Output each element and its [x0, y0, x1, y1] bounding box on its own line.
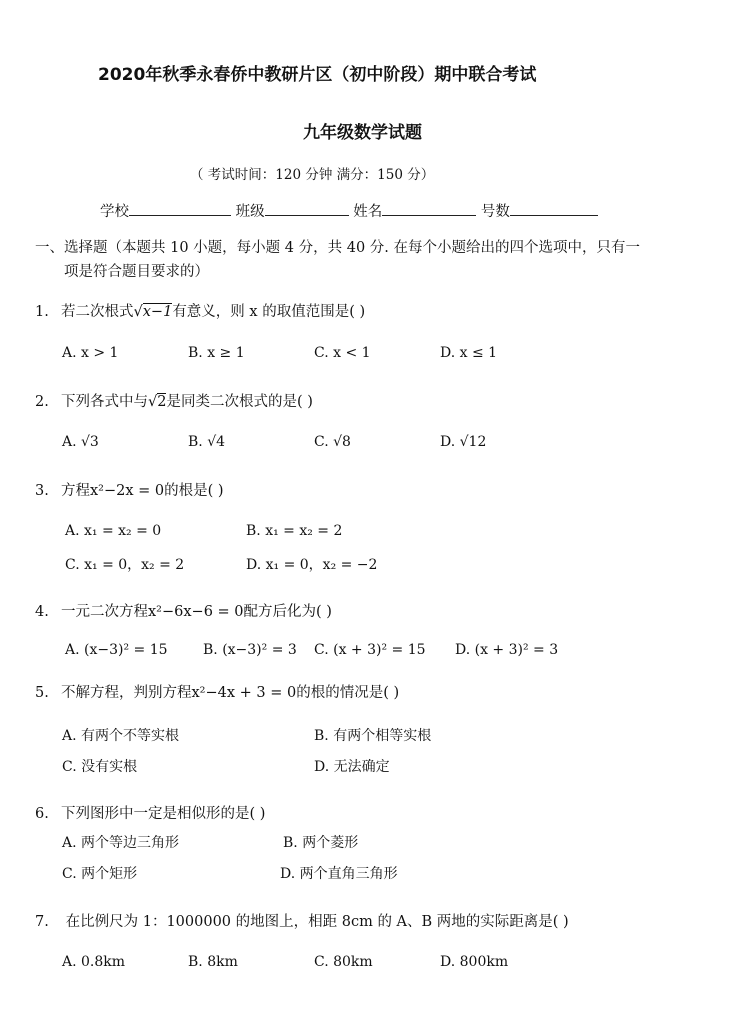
question-text: 若二次根式 [61, 304, 134, 320]
question-number: 1. [35, 304, 49, 320]
exam-subtitle: 九年级数学试题 [303, 123, 422, 143]
school-blank[interactable] [129, 201, 231, 216]
question-text: 一元二次方程x²−6x−6 = 0配方后化为( ) [61, 604, 332, 620]
question-number: 7. [35, 914, 49, 930]
option-b[interactable]: B. x₁ = x₂ = 2 [246, 523, 343, 539]
option-a[interactable]: A. √3 [62, 434, 99, 450]
option-c[interactable]: C. 没有实根 [62, 759, 138, 775]
number-blank[interactable] [510, 201, 598, 216]
option-c[interactable]: C. (x + 3)² = 15 [314, 642, 426, 658]
question-text: 方程x²−2x = 0的根是( ) [61, 483, 224, 499]
question-text: 不解方程，判别方程x²−4x + 3 = 0的根的情况是( ) [61, 685, 400, 701]
radicand: 2 [157, 394, 167, 410]
option-b[interactable]: B. (x−3)² = 3 [203, 642, 297, 658]
option-a[interactable]: A. 有两个不等实根 [62, 728, 180, 744]
option-d[interactable]: D. x ≤ 1 [440, 345, 498, 361]
radicand: x−1 [142, 304, 173, 320]
name-blank[interactable] [382, 201, 476, 216]
sqrt-symbol: √ [133, 304, 143, 320]
sqrt-symbol: √ [148, 394, 158, 410]
option-a[interactable]: A. (x−3)² = 15 [65, 642, 168, 658]
name-label: 姓名 [353, 204, 383, 220]
option-b[interactable]: B. 两个菱形 [283, 835, 359, 851]
question-1 [35, 300, 365, 321]
question-4 [35, 600, 332, 621]
question-text: 下列各式中与 [61, 394, 148, 410]
option-b[interactable]: B. 有两个相等实根 [314, 728, 432, 744]
option-b[interactable]: B. x ≥ 1 [188, 345, 245, 361]
option-a[interactable]: A. 0.8km [62, 954, 126, 970]
exam-meta: （ 考试时间：120 分钟 满分：150 分） [190, 167, 435, 183]
class-label: 班级 [235, 204, 265, 220]
option-d[interactable]: D. 两个直角三角形 [280, 866, 398, 882]
option-c[interactable]: C. x₁ = 0，x₂ = 2 [65, 557, 185, 573]
option-c[interactable]: C. √8 [314, 434, 351, 450]
question-text: 有意义，则 x 的取值范围是( ) [172, 304, 366, 320]
question-text: 下列图形中一定是相似形的是( ) [61, 806, 266, 822]
question-2 [35, 390, 313, 411]
question-text: 是同类二次根式的是( ) [166, 394, 313, 410]
option-c[interactable]: C. 两个矩形 [62, 866, 138, 882]
class-blank[interactable] [265, 201, 349, 216]
question-6 [35, 802, 265, 823]
question-3 [35, 479, 224, 500]
option-a[interactable]: A. x > 1 [62, 345, 119, 361]
student-info-line [100, 200, 598, 221]
option-d[interactable]: D. √12 [440, 434, 487, 450]
option-a[interactable]: A. 两个等边三角形 [62, 835, 180, 851]
question-5 [35, 681, 399, 702]
option-d[interactable]: D. 无法确定 [314, 759, 390, 775]
question-number: 5. [35, 685, 49, 701]
option-a[interactable]: A. x₁ = x₂ = 0 [65, 523, 162, 539]
option-c[interactable]: C. 80km [314, 954, 373, 970]
school-label: 学校 [100, 204, 129, 220]
exam-title: 2020年秋季永春侨中教研片区（初中阶段）期中联合考试 [98, 65, 537, 85]
question-text: 在比例尺为 1：1000000 的地图上，相距 8cm 的 A、B 两地的实际距离是( ) [61, 914, 569, 930]
option-b[interactable]: B. √4 [188, 434, 226, 450]
option-b[interactable]: B. 8km [188, 954, 238, 970]
question-7 [35, 910, 569, 931]
question-number: 3. [35, 483, 49, 499]
option-d[interactable]: D. (x + 3)² = 3 [455, 642, 559, 658]
section-heading-line1: 一、选择题（本题共 10 小题，每小题 4 分，共 40 分. 在每个小题给出的四个选项中，只有一 [35, 240, 640, 256]
option-c[interactable]: C. x < 1 [314, 345, 371, 361]
question-number: 4. [35, 604, 49, 620]
number-label: 号数 [480, 204, 510, 220]
question-number: 2. [35, 394, 49, 410]
option-d[interactable]: D. 800km [440, 954, 509, 970]
section-heading-line2: 项是符合题目要求的） [64, 264, 209, 280]
option-d[interactable]: D. x₁ = 0，x₂ = −2 [246, 557, 378, 573]
question-number: 6. [35, 806, 49, 822]
